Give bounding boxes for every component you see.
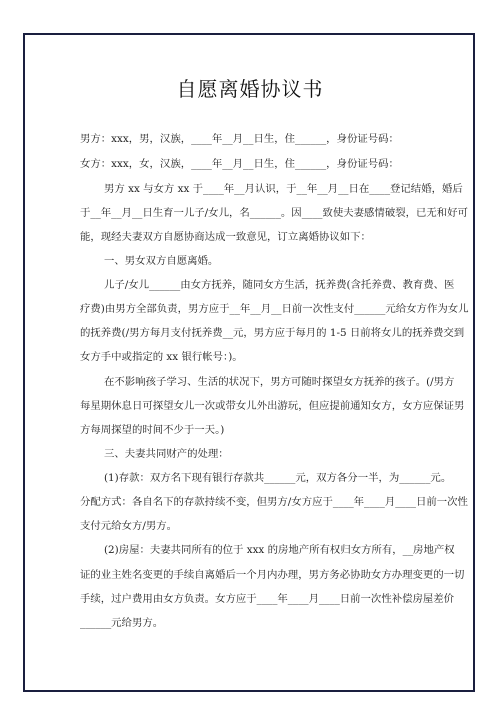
paragraph-line: 在不影响孩子学习、生活的状况下，男方可随时探望女方抚养的孩子。(/男方	[104, 376, 455, 388]
paragraph-line: (2)房屋：夫妻共同所有的位于 xxx 的房地产所有权归女方所有，__房地产权	[104, 544, 455, 556]
paragraph-line: 的抚养费(/男方每月支付抚养费__元，男方应于每月的 1-5 日前将女儿的抚养费交到	[80, 327, 465, 339]
section-heading: 三、夫妻共同财产的处理：	[104, 448, 229, 460]
paragraph-line: (1)存款：双方名下现有银行存款共______元，双方各分一半，为______元。	[104, 472, 452, 484]
paragraph-line: ______元给男方。	[80, 617, 164, 629]
paragraph-line: 于__年__月__日生育一儿子/女儿，名______。因____致使夫妻感情破裂，已无和好可	[80, 207, 468, 219]
paragraph-line: 分配方式：各自名下的存款持续不变，但男方/女方应于____年____月____日前一次性	[80, 496, 468, 508]
paragraph-line: 证的业主姓名变更的手续自离婚后一个月内办理，男方务必协助女方办理变更的一切	[80, 569, 465, 581]
paragraph-line: 手续，过户费用由女方负责。女方应于____年____月____日前一次性补偿房屋差价	[80, 593, 455, 605]
paragraph-line: 女方手中或指定的 xx 银行帐号：)。	[80, 351, 243, 363]
document-title: 自愿离婚协议书	[176, 77, 324, 101]
paragraph-line: 儿子/女儿______由女方抚养，随同女方生活，抚养费(含托养费、教育费、医	[104, 279, 455, 291]
paragraph-line: 疗费)由男方全部负责，男方应于__年__月__日前一次性支付______元给女方作为女儿	[80, 303, 469, 315]
paragraph-line: 能，现经夫妻双方自愿协商达成一致意见，订立离婚协议如下：	[80, 231, 371, 243]
paragraph-line: 方每周探望的时间不少于一天。)	[80, 424, 225, 436]
paragraph-line: 每星期休息日可探望女儿一次或带女儿外出游玩，但应提前通知女方，女方应保证男	[80, 400, 465, 412]
paragraph-line: 支付元给女方/男方。	[80, 520, 178, 532]
paragraph-line: 男方：xxx，男，汉族，____年__月__日生，住______，身份证号码：	[80, 133, 399, 145]
paragraph-line: 女方：xxx，女，汉族，____年__月__日生，住______，身份证号码：	[80, 158, 399, 170]
paragraph-line: 男方 xx 与女方 xx 于____年__月认识，于__年__月__日在____登记结婚，婚后	[104, 183, 463, 195]
section-heading: 一、男女双方自愿离婚。	[104, 255, 219, 267]
